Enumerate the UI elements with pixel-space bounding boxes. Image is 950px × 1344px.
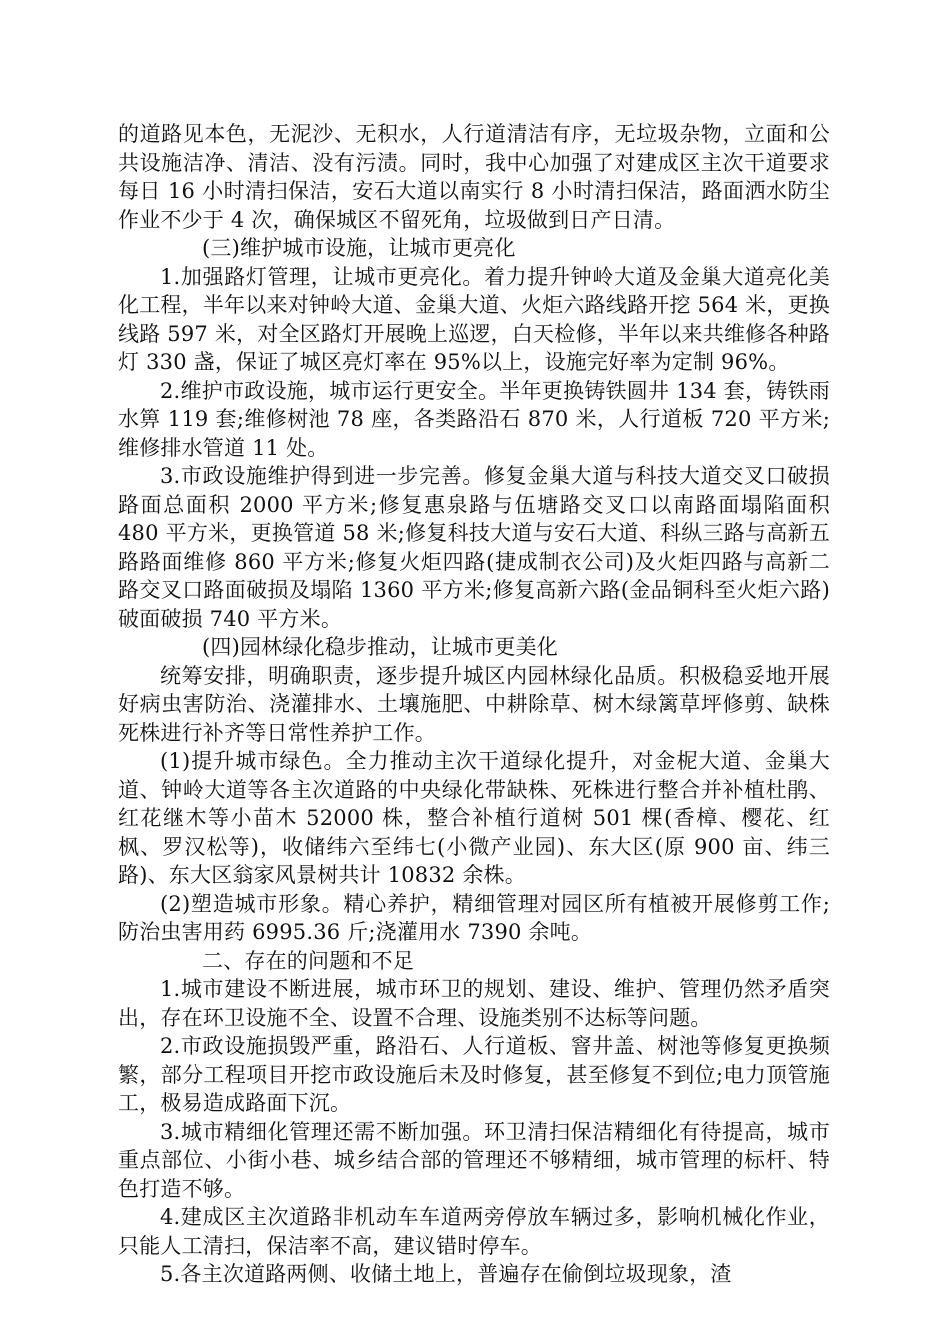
paragraph-municipal-maintenance: 2.维护市政设施，城市运行更安全。半年更换铸铁圆井 134 套，铸铁雨水箅 119 套;维修树池 78 座，各类路沿石 870 米，人行道板 720 平方米;维修排水管道 11 处。 bbox=[118, 378, 830, 460]
paragraph-problem-1: 1.城市建设不断进展，城市环卫的规划、建设、维护、管理仍然矛盾突出，存在环卫设施不全、设置不合理、设施类别不达标等问题。 bbox=[118, 977, 830, 1030]
paragraph-street-cleaning: 的道路见本色，无泥沙、无积水，人行道清洁有序，无垃圾杂物，立面和公共设施洁净、清洁、没有污渍。同时，我中心加强了对建成区主次干道要求每日 16 小时清扫保洁，安石大道以南实行 8 小时清扫保洁，路面洒水防尘作业不少于 4 次，确保城区不留死角，垃圾做到日产日清。 bbox=[118, 122, 830, 232]
paragraph-problem-5: 5.各主次道路两侧、收储土地上，普遍存在偷倒垃圾现象，渣 bbox=[160, 1262, 732, 1286]
section-heading-facilities: (三)维护城市设施，让城市更亮化 bbox=[202, 236, 516, 260]
paragraph-city-image: (2)塑造城市形象。精心养护，精细管理对园区所有植被开展修剪工作;防治虫害用药 6995.36 斤;浇灌用水 7390 余吨。 bbox=[118, 891, 830, 944]
paragraph-greening-overview: 统筹安排，明确职责，逐步提升城区内园林绿化品质。积极稳妥地开展好病虫害防治、浇灌排水、土壤施肥、中耕除草、树木绿篱草坪修剪、缺株死株进行补齐等日常性养护工作。 bbox=[118, 663, 830, 745]
paragraph-greening-planting: (1)提升城市绿色。全力推动主次干道绿化提升，对金柅大道、金巢大道、钟岭大道等各主次道路的中央绿化带缺株、死株进行整合并补植杜鹃、红花继木等小苗木 52000 株，整合补植行道树 501 棵(香樟、樱花、红枫、罗汉松等)，收储纬六至纬七(小微产业园)、东大区(原 900 亩、纬三路)、东大区翁家风景树共计 10832 余株。 bbox=[118, 749, 830, 887]
paragraph-streetlights: 1.加强路灯管理，让城市更亮化。着力提升钟岭大道及金巢大道亮化美化工程，半年以来对钟岭大道、金巢大道、火炬六路线路开挖 564 米，更换线路 597 米，对全区路灯开展晚上巡逻，白天检修，半年以来共维修各种路灯 330 盏，保证了城区亮灯率在 95%以上，设施完好率为定制 96%。 bbox=[118, 264, 830, 374]
section-heading-greening: (四)园林绿化稳步推动，让城市更美化 bbox=[202, 635, 558, 659]
paragraph-problem-4: 4.建成区主次道路非机动车车道两旁停放车辆过多，影响机械化作业，只能人工清扫，保洁率不高，建议错时停车。 bbox=[118, 1205, 830, 1258]
paragraph-road-repair: 3.市政设施维护得到进一步完善。修复金巢大道与科技大道交叉口破损路面总面积 2000 平方米;修复惠泉路与伍塘路交叉口以南路面塌陷面积 480 平方米，更换管道 58 米;修复科技大道与安石大道、科纵三路与高新五路路面维修 860 平方米;修复火炬四路(捷成制衣公司)及火炬四路与高新二路交叉口路面破损及塌陷 1360 平方米;修复高新六路(金品铜科至火炬六路)破面破损 740 平方米。 bbox=[118, 464, 830, 631]
paragraph-problem-2: 2.市政设施损毁严重，路沿石、人行道板、窨井盖、树池等修复更换频繁，部分工程项目开挖市政设施后未及时修复，甚至修复不到位;电力顶管施工，极易造成路面下沉。 bbox=[118, 1034, 830, 1115]
paragraph-problem-3: 3.城市精细化管理还需不断加强。环卫清扫保洁精细化有待提高，城市重点部位、小街小巷、城乡结合部的管理还不够精细，城市管理的标杆、特色打造不够。 bbox=[118, 1119, 830, 1201]
section-heading-problems: 二、存在的问题和不足 bbox=[202, 948, 414, 973]
document-body bbox=[118, 120, 830, 1289]
